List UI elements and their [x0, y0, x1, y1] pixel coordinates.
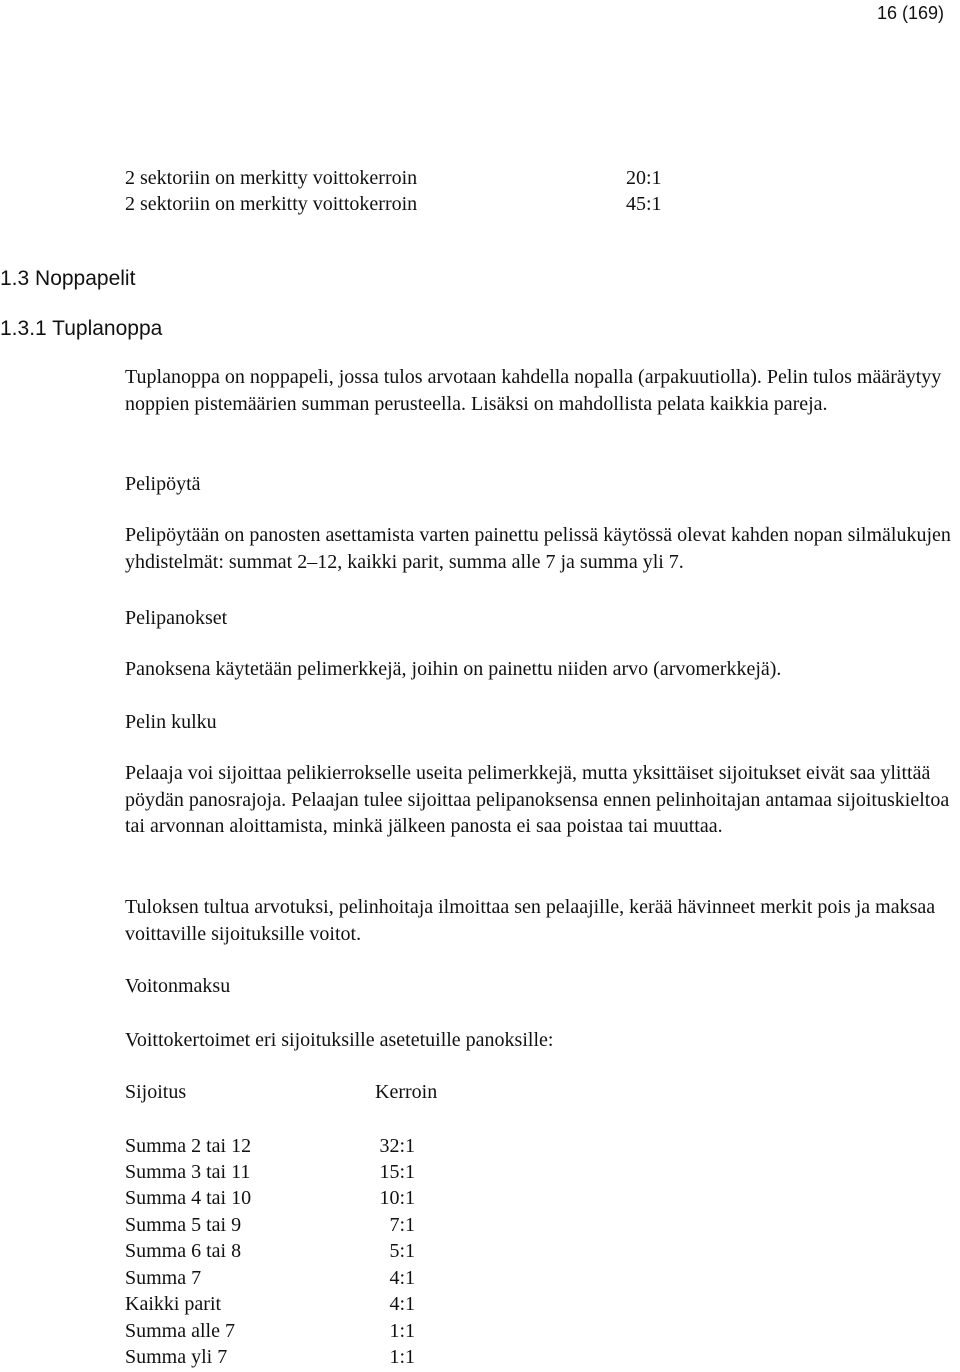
section-title: Pelin kulku — [125, 711, 217, 733]
table-cell-bet: Kaikki parit — [125, 1293, 222, 1315]
odds-line-value: 45:1 — [626, 193, 662, 215]
section-title: Pelipöytä — [125, 473, 201, 495]
intro-paragraph: Tuplanoppa on noppapeli, jossa tulos arvotaan kahdella nopalla (arpakuutiolla). Pelin tulos määräytyy noppien pistemäärien summan perusteella. Lisäksi on mahdollista pelata kaikkia pareja. — [125, 366, 942, 415]
table-cell-bet: Summa 4 tai 10 — [125, 1187, 252, 1209]
table-cell-odds: 5:1 — [389, 1240, 415, 1262]
table-cell-bet: Summa 7 — [125, 1267, 202, 1289]
odds-line-value: 20:1 — [626, 167, 662, 189]
section-paragraph: Voittokertoimet eri sijoituksille asetetuille panoksille: — [125, 1029, 554, 1051]
table-cell-bet: Summa 2 tai 12 — [125, 1135, 252, 1157]
table-cell-odds: 32:1 — [379, 1135, 415, 1157]
table-cell-odds: 4:1 — [389, 1293, 415, 1315]
table-cell-odds: 4:1 — [389, 1267, 415, 1289]
section-heading: 1.3 Noppapelit — [0, 267, 136, 290]
odds-line-label: 2 sektoriin on merkitty voittokerroin — [125, 193, 418, 215]
table-header-odds: Kerroin — [375, 1081, 438, 1103]
table-cell-bet: Summa 5 tai 9 — [125, 1214, 242, 1236]
table-cell-bet: Summa alle 7 — [125, 1320, 235, 1342]
odds-line-label: 2 sektoriin on merkitty voittokerroin — [125, 167, 418, 189]
table-cell-odds: 10:1 — [379, 1187, 415, 1209]
table-cell-odds: 7:1 — [389, 1214, 415, 1236]
section-title: Voitonmaksu — [125, 975, 231, 997]
table-cell-bet: Summa 6 tai 8 — [125, 1240, 242, 1262]
subsection-heading: 1.3.1 Tuplanoppa — [0, 317, 163, 340]
table-cell-bet: Summa 3 tai 11 — [125, 1161, 251, 1183]
table-header-bet: Sijoitus — [125, 1081, 187, 1103]
table-cell-odds: 1:1 — [389, 1320, 415, 1342]
section-paragraph: Tuloksen tultua arvotuksi, pelinhoitaja ilmoittaa sen pelaajille, kerää hävinneet merkit pois ja maksaa voittaville sijoituksille voitot. — [125, 896, 936, 945]
section-paragraph: Panoksena käytetään pelimerkkejä, joihin on painettu niiden arvo (arvomerkkejä). — [125, 658, 782, 680]
table-cell-odds: 15:1 — [379, 1161, 415, 1183]
section-paragraph: Pelaaja voi sijoittaa pelikierrokselle useita pelimerkkejä, mutta yksittäiset sijoitukset eivät saa ylittää pöydän panosrajoja. Pelaajan tulee sijoittaa pelipanoksensa ennen pelinhoitajan antamaa sijoituskieltoa tai arvonnan aloittamista, minkä jälkeen panosta ei saa poistaa tai muuttaa. — [125, 762, 950, 837]
table-cell-bet: Summa yli 7 — [125, 1346, 228, 1368]
table-cell-odds: 1:1 — [389, 1346, 415, 1368]
page-number: 16 (169) — [876, 3, 944, 23]
section-paragraph: Pelipöytään on panosten asettamista varten painettu pelissä käytössä olevat kahden nopan silmälukujen yhdistelmät: summat 2–12, kaikki parit, summa alle 7 ja summa yli 7. — [125, 524, 951, 573]
section-title: Pelipanokset — [125, 607, 228, 629]
